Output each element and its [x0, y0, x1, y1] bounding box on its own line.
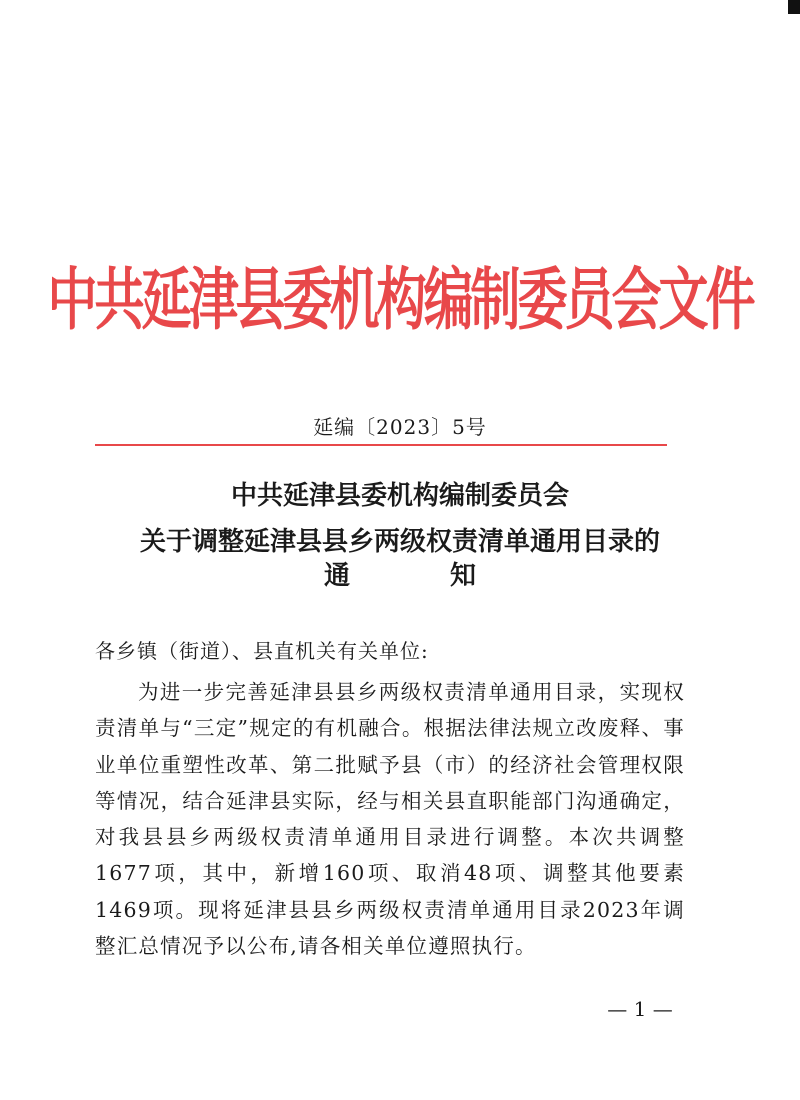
scan-corner-mark — [788, 0, 800, 14]
salutation: 各乡镇（街道）、县直机关有关单位: — [95, 639, 429, 663]
red-separator-rule — [95, 444, 667, 446]
document-masthead: 中共延津县委机构编制委员会文件 — [47, 260, 753, 340]
document-number: 延编〔2023〕5号 — [313, 415, 487, 439]
body-paragraph: 为进一步完善延津县县乡两级权责清单通用目录，实现权责清单与“三定”规定的有机融合。根据法律法规立改废释、事业单位重塑性改革、第二批赋予县（市）的经济社会管理权限等情况，结合延津县实际，经与相关县直职能部门沟通确定，对我县县乡两级权责清单通用目录进行调整。本次共调整1677项，其中，新增160项、取消48项、调整其他要素1469项。现将延津县县乡两级权责清单通用目录2023年调整汇总情况予以公布,请各相关单位遵照执行。 — [95, 680, 685, 959]
document-title-line-3: 通知 — [323, 561, 576, 591]
document-title-line-2: 关于调整延津县县乡两级权责清单通用目录的 — [139, 527, 660, 557]
document-title-line-1: 中共延津县委机构编制委员会 — [230, 481, 569, 511]
page-number: — 1 — — [607, 997, 673, 1021]
